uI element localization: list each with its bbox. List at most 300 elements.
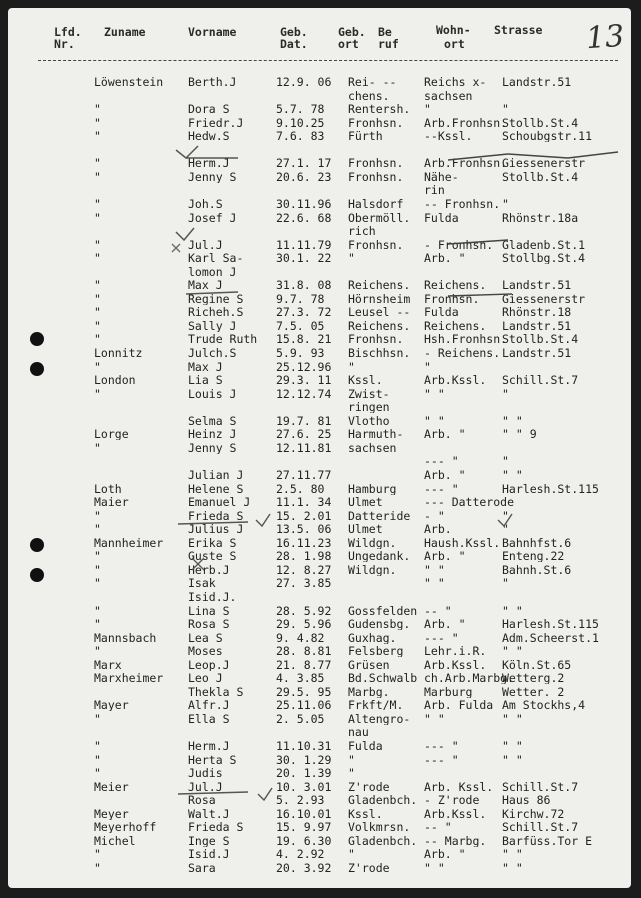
residence-cell: - " [424,509,445,522]
birth-place-cell: Gladenbch. [348,794,418,807]
header-zuname: Zuname [104,25,146,39]
street-cell: " [502,455,509,468]
punch-hole-3 [30,538,44,552]
surname-cell: Mannheimer [94,536,164,549]
birth-place-cell: Kssl. [348,374,383,387]
birth-date-cell: 29. 5.96 [276,618,332,630]
surname-cell: " [94,116,101,129]
residence-cell: Arb.Kssl. [424,374,487,387]
surname-cell: " [94,252,101,265]
birth-date-cell: 11.10.31 [276,740,332,752]
residence-cell: - Reichens. [424,347,501,359]
first-name-cell: Herm.J [188,157,230,170]
underline-mark-2 [448,152,618,160]
surname-cell: " [94,103,101,116]
residence-cell: Arb. " [424,618,466,630]
residence-cell: --- " [424,753,459,766]
first-name-cell: Judis [188,767,223,780]
surname-cell: " [94,848,101,861]
residence-cell: --- " [424,740,459,752]
first-name-cell: Regine S [188,292,244,305]
underline-mark-4 [186,292,238,294]
surname-cell: Mannsbach [94,631,157,644]
residence-cell: Reichs x- [424,76,487,88]
header-geb-ort-2: ort [338,37,359,51]
header-vorname: Vorname [188,25,237,39]
birth-date-cell: 28. 5.92 [276,604,332,617]
residence-cell: " " [424,861,445,874]
birth-place-cell: Gossfelden [348,604,418,617]
header-wohnort-1: Wohn- [436,23,471,37]
surname-cell: " [94,279,101,292]
street-cell: Kirchw.72 [502,807,565,820]
residence-cell: --Kssl. [424,130,473,143]
punch-hole-1 [30,332,44,346]
first-name-cell: Max J [188,279,223,292]
first-name-cell: Julius J [188,523,244,536]
birth-date-cell: 15.8. 21 [276,333,332,346]
punch-hole-2 [30,362,44,376]
birth-date-cell: 16.10.01 [276,807,332,820]
residence-cell: Fronhsn. [424,292,480,305]
first-name-cell: Isak [188,577,216,590]
street-cell: Landstr.51 [502,279,572,292]
surname-cell: London [94,374,136,387]
first-name-cell: Sara [188,861,216,874]
document-sheet [8,8,631,888]
surname-cell: Meyerhoff [94,821,157,834]
birth-date-cell: 19. 6.30 [276,834,332,847]
birth-place-cell: Kssl. [348,807,383,820]
birth-date-cell: 11.11.79 [276,238,332,251]
birth-place-cell: Bischhsn. [348,347,411,359]
street-cell: " " [502,740,523,752]
birth-date-cell: 16.11.23 [276,536,332,549]
underline-mark-5 [448,294,512,296]
birth-place-cell: Fürth [348,130,383,143]
birth-date-cell: 30.1. 22 [276,252,332,265]
street-cell: " " [502,753,523,766]
birth-date-cell: 12. 8.27 [276,563,332,576]
birth-date-cell: 2.5. 80 [276,482,325,495]
check-mark-1 [176,146,198,158]
surname-cell: " [94,238,101,251]
header-geb-ort-1: Geb. [338,25,366,39]
surname-cell: " [94,130,101,143]
street-cell: " [502,509,509,522]
surname-cell: " [94,861,101,874]
header-geb: Geb. [280,25,308,39]
first-name-cell: Friedr.J [188,116,244,129]
street-cell: Stollb.St.4 [502,116,579,129]
first-name-cell: Frieda S [188,509,244,522]
surname-cell: Lorge [94,428,129,441]
birth-date-cell: 12.12.74 [276,387,332,400]
birth-place-cell: Bd.Schwalb [348,672,418,685]
birth-date-cell: 25.11.06 [276,699,332,712]
first-name-cell: Selma S [188,414,237,427]
residence-cell: " " [424,414,445,427]
first-name-cell: Jenny S [188,170,237,183]
birth-place-cell: " [348,252,355,265]
first-name-cell: Louis J [188,387,237,400]
surname-cell: " [94,333,101,346]
birth-date-cell: 9.10.25 [276,116,325,129]
first-name-cell: Leo J [188,672,223,685]
street-cell: Rhönstr.18 [502,306,572,319]
residence-cell: Arb.Fronhsn. [424,116,508,129]
birth-date-cell: 29.3. 11 [276,374,332,387]
street-cell: Schoubgstr.11 [502,130,593,143]
surname-cell: " [94,767,101,780]
first-name-cell: Joh.S [188,197,223,210]
page-number: 13 [584,18,626,57]
birth-place-cell: Hörnsheim [348,292,411,305]
birth-place-cell: " [348,767,355,780]
street-cell: Barfüss.Tor E [502,834,593,847]
birth-place-cell: Felsberg [348,645,404,658]
birth-place-cell: " [348,360,355,373]
first-name-cell: Richeh.S [188,306,244,319]
residence-cell: Reichens. [424,319,487,332]
surname-cell: " [94,712,101,725]
surname-cell: " [94,563,101,576]
first-name-cell: Lea S [188,631,223,644]
first-name-cell: Herta S [188,753,237,766]
birth-place-cell: Rentersh. [348,103,411,116]
surname-cell: " [94,306,101,319]
surname-cell: Loth [94,482,122,495]
cross-mark-2 [192,558,204,570]
street-cell: Köln.St.65 [502,658,572,671]
street-cell: Rhönstr.18a [502,211,579,224]
street-cell: Bahnhfst.6 [502,536,572,549]
residence-cell: Haush.Kssl. [424,536,501,549]
birth-place-cell: Guxhag. [348,631,397,644]
street-cell: " " [502,469,523,481]
birth-place-cell: Z'rode [348,780,390,793]
residence-cell: Arb. " [424,469,466,481]
birth-place-cell: Datteride [348,509,411,522]
street-cell: " [502,103,509,116]
birth-date-cell: 12.9. 06 [276,76,332,88]
street-cell: " " 9 [502,428,537,441]
cross-mark-1 [172,244,180,252]
first-name-cell: lomon J [188,265,237,278]
residence-cell: Arb.Fronhsn. [424,157,508,170]
birth-date-cell: 4. 3.85 [276,672,325,685]
residence-cell: sachsen [424,89,473,102]
birth-date-cell: 21. 8.77 [276,658,332,671]
first-name-cell: Trude Ruth [188,333,258,346]
birth-date-cell: 30.11.96 [276,197,332,210]
first-name-cell: Erika S [188,536,237,549]
street-cell: Adm.Scheerst.1 [502,631,599,644]
street-cell: " " [502,861,523,874]
birth-place-cell: " [348,753,355,766]
header-beruf-1: Be [378,25,392,39]
first-name-cell: Leop.J [188,658,230,671]
street-cell: Schill.St.7 [502,780,579,793]
residence-cell: - Fronhsn. [424,238,494,251]
street-cell: " [502,523,509,536]
residence-cell: Lehr.i.R. [424,645,487,658]
birth-place-cell: ringen [348,401,390,414]
surname-cell: Michel [94,834,136,847]
birth-place-cell: Fronhsn. [348,170,404,183]
birth-date-cell: 27.1. 17 [276,157,332,170]
street-cell: Enteng.22 [502,550,565,563]
residence-cell: " " [424,577,445,590]
surname-cell: Meyer [94,807,129,820]
birth-place-cell: Hamburg [348,482,397,495]
surname-cell: Marxheimer [94,672,164,685]
residence-cell: " [424,360,431,373]
birth-place-cell: Frkft/M. [348,699,404,712]
first-name-cell: Karl Sa- [188,252,244,265]
residence-cell: ch.Arb.Marbg. [424,672,515,685]
residence-cell: Hsh.Fronhsn. [424,333,508,346]
street-cell: Schill.St.7 [502,374,579,387]
first-name-cell: Sally J [188,319,237,332]
birth-date-cell: 5.7. 78 [276,103,325,116]
surname-cell: " [94,753,101,766]
birth-place-cell: sachsen [348,441,397,454]
birth-date-cell: 20. 3.92 [276,861,332,874]
residence-cell: Arb.Kssl. [424,807,487,820]
first-name-cell: Hedw.S [188,130,230,143]
residence-cell: --- " [424,482,459,495]
surname-cell: Maier [94,496,129,509]
check-mark-2 [176,228,194,240]
first-name-cell: Jenny S [188,441,237,454]
street-cell: Bahnh.St.6 [502,563,572,576]
birth-date-cell: 15. 2.01 [276,509,332,522]
first-name-cell: Guste S [188,550,237,563]
residence-cell: " " [424,563,445,576]
first-name-cell: Isid.J. [188,590,237,603]
header-lfd: Lfd. [54,25,82,39]
first-name-cell: Josef J [188,211,237,224]
first-name-cell: Lia S [188,374,223,387]
surname-cell: " [94,523,101,536]
birth-date-cell: 7.5. 05 [276,319,325,332]
birth-place-cell: Altengro- [348,712,411,725]
surname-cell: " [94,550,101,563]
residence-cell: -- Fronhsn. [424,197,501,210]
birth-date-cell: 5.9. 93 [276,347,325,359]
birth-place-cell: rich [348,225,376,238]
residence-cell: " [424,103,431,116]
birth-date-cell: 20. 1.39 [276,767,332,780]
check-mark-5 [258,788,272,800]
residence-cell: -- " [424,821,452,834]
birth-date-cell: 9. 4.82 [276,631,325,644]
residence-cell: Marburg [424,685,473,698]
surname-cell: " [94,740,101,752]
birth-place-cell: chens. [348,89,390,102]
surname-cell: " [94,360,101,373]
residence-cell: Fulda [424,211,459,224]
surname-cell: " [94,618,101,630]
first-name-cell: Moses [188,645,223,658]
residence-cell: Arb. [424,523,452,536]
residence-cell: Arb. " [424,848,466,861]
street-cell: Haus 86 [502,794,551,807]
surname-cell: " [94,319,101,332]
birth-place-cell: Fronhsn. [348,238,404,251]
first-name-cell: Heinz J [188,428,237,441]
first-name-cell: Frieda S [188,821,244,834]
birth-date-cell: 9.7. 78 [276,292,325,305]
residence-cell: " " [424,387,445,400]
birth-place-cell: Ulmet [348,496,383,509]
underline-mark-6 [178,522,248,524]
birth-date-cell: 20.6. 23 [276,170,332,183]
street-cell: Stollb.St.4 [502,170,579,183]
birth-place-cell: Gladenbch. [348,834,418,847]
street-cell: " [502,577,509,590]
birth-place-cell: Vlotho [348,414,390,427]
birth-place-cell: Z'rode [348,861,390,874]
pencil-marks [8,8,631,888]
header-beruf-2: ruf [378,37,399,51]
birth-place-cell: Halsdorf [348,197,404,210]
residence-cell: --- " [424,455,459,468]
birth-place-cell: Fronhsn. [348,333,404,346]
birth-place-cell: Fronhsn. [348,116,404,129]
birth-date-cell: 27.3. 72 [276,306,332,319]
residence-cell: Arb. " [424,252,466,265]
birth-date-cell: 25.12.96 [276,360,332,373]
surname-cell: " [94,509,101,522]
residence-cell: rin [424,184,445,197]
first-name-cell: Inge S [188,834,230,847]
residence-cell: " " [424,712,445,725]
birth-place-cell: Leusel -- [348,306,411,319]
underline-mark-3 [448,240,508,244]
birth-place-cell: Grüsen [348,658,390,671]
first-name-cell: Herm.J [188,740,230,752]
birth-date-cell: 31.8. 08 [276,279,332,292]
surname-cell: " [94,441,101,454]
street-cell: Landstr.51 [502,347,572,359]
birth-place-cell: Volkmrsn. [348,821,411,834]
street-cell: " " [502,604,523,617]
street-cell: Am Stockhs,4 [502,699,586,712]
surname-cell: Löwenstein [94,76,164,88]
first-name-cell: Dora S [188,103,230,116]
street-cell: Wetter. 2 [502,685,565,698]
first-name-cell: Max J [188,360,223,373]
street-cell: Gladenb.St.1 [502,238,586,251]
street-cell: Harlesh.St.115 [502,482,599,495]
residence-cell: --- Datterode [424,496,515,509]
birth-place-cell: Reichens. [348,319,411,332]
first-name-cell: Ella S [188,712,230,725]
birth-place-cell: Fronhsn. [348,157,404,170]
birth-date-cell: 22.6. 68 [276,211,332,224]
header-nr: Nr. [54,37,75,51]
birth-date-cell: 11.1. 34 [276,496,332,509]
first-name-cell: Alfr.J [188,699,230,712]
street-cell: Harlesh.St.115 [502,618,599,630]
surname-cell: Mayer [94,699,129,712]
first-name-cell: Rosa S [188,618,230,630]
birth-place-cell: Wildgn. [348,563,397,576]
birth-date-cell: 27.11.77 [276,469,332,481]
residence-cell: -- Marbg. [424,834,487,847]
residence-cell: - Z'rode [424,794,480,807]
street-cell: " [502,387,509,400]
header-dat: Dat. [280,37,308,51]
first-name-cell: Helene S [188,482,244,495]
first-name-cell: Jul.J [188,780,223,793]
birth-place-cell: Rei- -- [348,76,397,88]
street-cell: " " [502,645,523,658]
street-cell: Giessenerstr [502,292,586,305]
first-name-cell: Herb.J [188,563,230,576]
birth-place-cell: nau [348,726,369,739]
street-cell: Wetterg.2 [502,672,565,685]
surname-cell: " [94,577,101,590]
birth-date-cell: 13.5. 06 [276,523,332,536]
street-cell: " [502,197,509,210]
surname-cell: " [94,387,101,400]
birth-place-cell: " [348,848,355,861]
residence-cell: Arb. " [424,550,466,563]
street-cell: " " [502,414,523,427]
residence-cell: Fulda [424,306,459,319]
surname-cell: " [94,645,101,658]
first-name-cell: Lina S [188,604,230,617]
surname-cell: " [94,157,101,170]
birth-date-cell: 30. 1.29 [276,753,332,766]
first-name-cell: Jul.J [188,238,223,251]
surname-cell: " [94,170,101,183]
surname-cell: " [94,604,101,617]
birth-date-cell: 28. 8.81 [276,645,332,658]
residence-cell: Arb. Kssl. [424,780,494,793]
residence-cell: Reichens. [424,279,487,292]
birth-place-cell: Fulda [348,740,383,752]
street-cell: Stollbg.St.4 [502,252,586,265]
birth-date-cell: 2. 5.05 [276,712,325,725]
birth-date-cell: 4. 2.92 [276,848,325,861]
birth-date-cell: 5. 2.93 [276,794,325,807]
birth-place-cell: Gudensbg. [348,618,411,630]
street-cell: Stollb.St.4 [502,333,579,346]
street-cell: " " [502,848,523,861]
birth-date-cell: 29.5. 95 [276,685,332,698]
residence-cell: --- " [424,631,459,644]
first-name-cell: Berth.J [188,76,237,88]
birth-date-cell: 27. 3.85 [276,577,332,590]
surname-cell: Marx [94,658,122,671]
first-name-cell: Emanuel J [188,496,251,509]
residence-cell: Arb. Fulda [424,699,494,712]
check-mark-4 [498,514,512,526]
birth-date-cell: 15. 9.97 [276,821,332,834]
check-mark-3 [256,514,270,526]
birth-place-cell: Ungedank. [348,550,411,563]
surname-cell: " [94,292,101,305]
birth-date-cell: 12.11.81 [276,441,332,454]
birth-place-cell: Zwist- [348,387,390,400]
residence-cell: Arb. " [424,428,466,441]
birth-place-cell: Reichens. [348,279,411,292]
surname-cell: " [94,211,101,224]
